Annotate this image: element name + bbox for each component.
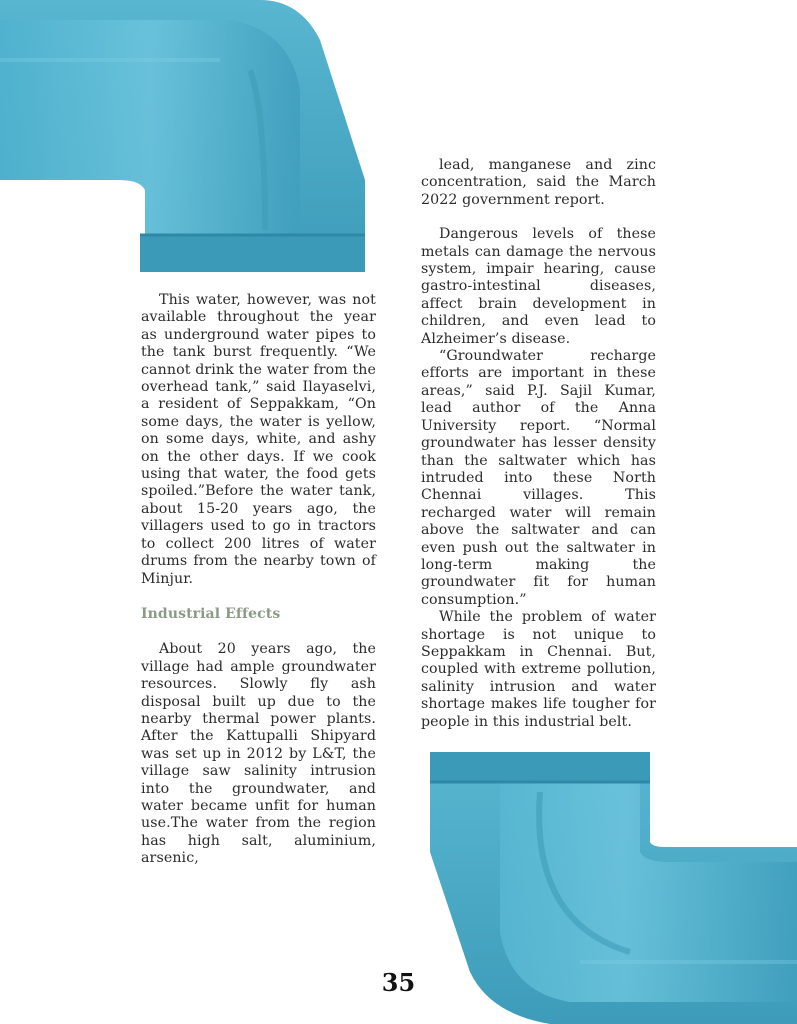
- top-pipe-image: [0, 0, 370, 272]
- right-column: [421, 157, 656, 731]
- left-paragraph-2: About 20 years ago, the village had ample groundwater resources. Slowly fly ash disposal built up due to the nearby thermal power plants. After the Kattupalli Shipyard was set up in 2012 by L&T, the village saw salinity intrusion into the groundwater, and water became unfit for human use.The water from the region has high salt, aluminium, arsenic,: [141, 641, 376, 867]
- right-paragraph-3: “Groundwater recharge efforts are important in these areas,” said P.J. Sajil Kumar, lead author of the Anna University report. “Normal groundwater has lesser density than the saltwater which has intruded into these North Chennai villages. This recharged water will remain above the saltwater and can even push out the saltwater in long-term making the groundwater fit for human consumption.”: [421, 348, 656, 608]
- right-paragraph-4: While the problem of water shortage is not unique to Seppakkam in Chennai. But, coupled with extreme pollution, salinity intrusion and water shortage makes life tougher for people in this industrial belt.: [421, 609, 656, 730]
- right-paragraph-1: lead, manganese and zinc concentration, said the March 2022 government report.: [421, 157, 656, 208]
- page-number: 35: [381, 968, 416, 997]
- right-paragraph-2: Dangerous levels of these metals can damage the nervous system, impair hearing, cause gastro-intestinal diseases, affect brain development in children, and even lead to Alzheimer’s disease.: [421, 226, 656, 347]
- left-paragraph-1: This water, however, was not available throughout the year as underground water pipes to the tank burst frequently. “We cannot drink the water from the overhead tank,” said Ilayaselvi, a resident of Seppakkam, “On some days, the water is yellow, on some days, white, and ashy on the other days. If we cook using that water, the food gets spoiled.”Before the water tank, about 15-20 years ago, the villagers used to go in tractors to collect 200 litres of water drums from the nearby town of Minjur.: [141, 292, 376, 587]
- left-column: [141, 292, 376, 868]
- section-heading: Industrial Effects: [141, 605, 281, 622]
